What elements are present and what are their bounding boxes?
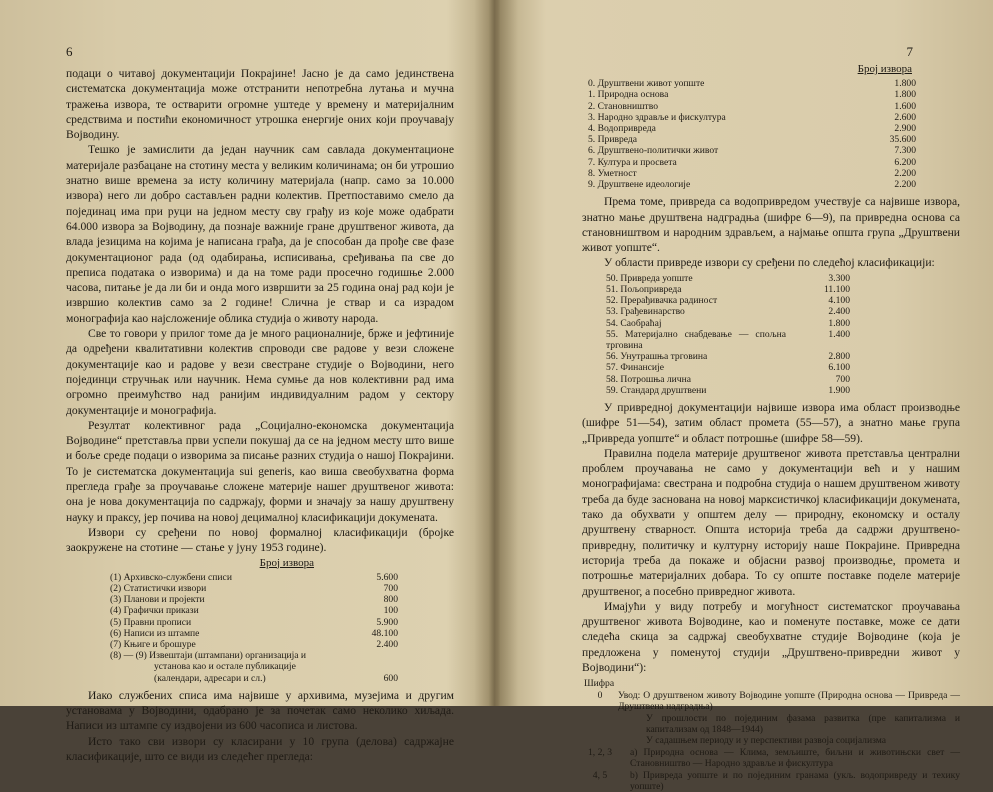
table-header: Број извора (259, 556, 314, 569)
economy-classification-table (582, 273, 960, 396)
table-row: (календари, адресари и сл.) 600 (154, 672, 398, 684)
table-row: 59. Стандард друштвени 1.900 (606, 384, 850, 396)
paragraph: Имајући у виду потребу и могућност систематског проучавања друштвеног живота Војводине, као и поменуте поставке, може се дати следећа скица за садржај свеобухватне студије Војводине (која је предложена у поменутој студији „Друштвено-привредни живот у Војводини“): (582, 599, 960, 674)
outline-item: У садашњем периоду и у перспективи развоја социјализма (646, 735, 887, 747)
outline-item: 1, 2, 3 а) Природна основа — Клима, земљиште, биљни и животињски свет — Становништво — Народно здравље и фискултура (588, 746, 960, 770)
right-column (582, 62, 960, 792)
outline-item: У прошлости по појединим фазама развитка (пре капитализма и капитализам од 1848—1944) (646, 712, 960, 735)
paragraph: У области привреде извори су сређени по следећој класификацији: (604, 256, 935, 270)
table-row: 4. Водопривреда 2.900 (588, 123, 916, 135)
table-row: установа као и остале публикације (154, 661, 296, 673)
table-row: 54. Саобраћај 1.800 (606, 317, 850, 329)
study-outline (582, 678, 960, 792)
table-row: 52. Прерађивачка радиност 4.100 (606, 295, 850, 307)
table-row: 5. Привреда 35.600 (588, 134, 916, 146)
paragraph: Иако службених списа има највише у архивима, музејима и другим установама у Војводини, одабрано је за почетак само неколико хиљада. Написи из штампе су издвојени из 600 часописа и листова. (66, 688, 454, 733)
paragraph: Резултат колективног рада „Социјално-економска документација Војводине“ претставља први успели покушај да се на једном месту што више и боље среде подаци о изворима за писање разних студија о нашој Покрајини. То је систематска документација sui generis, као виша свеобухватна форма прегледа грађе за проучавање сложене материје нашег друштвеног живота: она је нова документација по садржају, форми и значају за нашу друштвену науку и праксу, јер почива на новој децималној класификацији докумената. (66, 418, 454, 524)
paragraph: Према томе, привреда са водопривредом учествује са највише извора, знатно мање друштвена надградња (шифре 6—9), па привредна основа са становништвом и народним здрављем, а најмање општа група „Друштвени живот уопште“. (582, 195, 960, 255)
table-row: 3. Народно здравље и фискултура 2.600 (588, 111, 916, 123)
outline-item: 4, 5 b) Привреда уопште и по појединим гранама (укљ. водопривреду и техику уопште) (592, 769, 960, 792)
page-number-left: 6 (66, 44, 73, 59)
table-row: (1) Архивско-службени списи 5.600 (110, 571, 398, 583)
table-row: 6. Друштвено-политички живот 7.300 (588, 145, 916, 157)
right-page (496, 0, 993, 792)
table-row: 7. Култура и просвета 6.200 (588, 156, 916, 168)
left-column (66, 66, 454, 764)
left-page (0, 0, 490, 763)
page-number-right: 7 (906, 44, 913, 59)
table-row: 0. Друштвени живот уопште 1.800 (588, 78, 916, 90)
table-row: 55. Материјално снабдевање — спољна трговина 1.400 (606, 328, 850, 351)
paragraph: Тешко је замислити да један научник сам савлада документационе материјале разбацане на стотину места у великим количинама; он би утрошио знатно више времена за исту количину материјала (напр. само за 10.000 извора) него ли добро састављен радни колектив. Претпоставимо смело да појединац има при руци на једном месту сву грађу из које може одабрати 64.000 извора за Војводину, да познаје важније гране друштвеног живота, да влада језицима на којима је написана грађа, да је способан да прође све фазе документационог рада (од одабирања, исписивања, сређивања па све до преписа података о изворима) и да на томе ради просечно годишње 2.000 часова, питање је да ли би и онда мого извршити за 25 година онај рад који је извршио колектив само за 2 године! Слична је ствар и са израдом монографија као најсложеније облика студија о животу народа. (66, 143, 454, 325)
table-row: 51. Пољопривреда 11.100 (606, 283, 850, 295)
table-row: (4) Графички прикази 100 (110, 605, 398, 617)
table-row: (5) Правни прописи 5.900 (110, 616, 398, 628)
table-row: 56. Унутрашња трговина 2.800 (606, 351, 850, 363)
table-row: 50. Привреда уопште 3.300 (606, 272, 850, 284)
table-row: 9. Друштвене идеологије 2.200 (588, 179, 916, 191)
table-row: (2) Статистички извори 700 (110, 582, 398, 594)
paragraph: У привредној документацији највише извора има област производње (шифре 51—54), затим област промета (55—57), а знатно мање група „Привреда уопште“ и област потрошње (шифре 58—59). (582, 400, 960, 445)
outline-header: Шифра (584, 678, 615, 690)
table-row: 53. Грађевинарство 2.400 (606, 306, 850, 318)
table-row: (8) — (9) Извештаји (штампани) организација и (110, 650, 307, 662)
table-row: (3) Планови и пројекти 800 (110, 594, 398, 606)
table-row: (6) Написи из штампе 48.100 (110, 627, 398, 639)
table-row: 58. Потрошња лична 700 (606, 373, 850, 385)
content-classification-table (582, 64, 960, 190)
paragraph: подаци о читавој документацији Покрајине! Јасно је да само јединствена систематска документација може отстранити непотребна лутања и мучна тражења извора, те остварити огромне уштеде у времену и материјалним средствима и постићи економичност утрошка енергије оних који проучавају Војводину. (66, 67, 454, 142)
paragraph: Све то говори у прилог томе да је много рационалније, брже и јефтиније да одређени квалитативни колектив спроводи све радове у вези сложене документације као и радове у вези свестране студије о Војводини, него појединци стручњак или научник. Нема сумње да нов колективни рад има огромно преимућство над ранијим индивидуалним радом у сектору документације и монографија. (66, 327, 454, 417)
table-row: 2. Становништво 1.600 (588, 100, 916, 112)
table-row: 1. Природна основа 1.800 (588, 89, 916, 101)
paragraph: Исто тако сви извори су класирани у 10 група (делова) садржајне класификације, што се види из следећег прегледа: (66, 734, 454, 763)
paragraph: Правилна подела материје друштвеног живота претставља централни проблем проучавања не само у документацији већ и у нашим монографијама: свестрана и подробна студија о нашем друштвеном животу треба да буде заснована на новој марксистичкој класификацији докумената, тако да обухвати у општем делу — природну, економску и осталу друштвену стварност. Општа историја треба да садржи друштвено-привредну, политичку и културну историју наше Покрајине. Привредна историја треба да покаже и објасни развој производње, промета и потрошње материјалних добара. То су опште поставке поделе материје друштвеног, а посебно привредног живота. (582, 446, 960, 598)
table-row: 57. Финансије 6.100 (606, 362, 850, 374)
table-row: 8. Уметност 2.200 (588, 167, 916, 179)
table-row: (7) Књиге и брошуре 2.400 (110, 638, 398, 650)
table-header: Број извора (857, 63, 912, 75)
outline-item: 0 Увод: О друштвеном животу Војводине уопште (Природна основа — Привреда — Друштвена надградња) (597, 689, 960, 713)
paragraph: Извори су сређени по новој формалној класификацији (бројке заокружене на стотине — стање у јуну 1953 године). (66, 525, 454, 555)
formal-classification-table (66, 558, 454, 684)
